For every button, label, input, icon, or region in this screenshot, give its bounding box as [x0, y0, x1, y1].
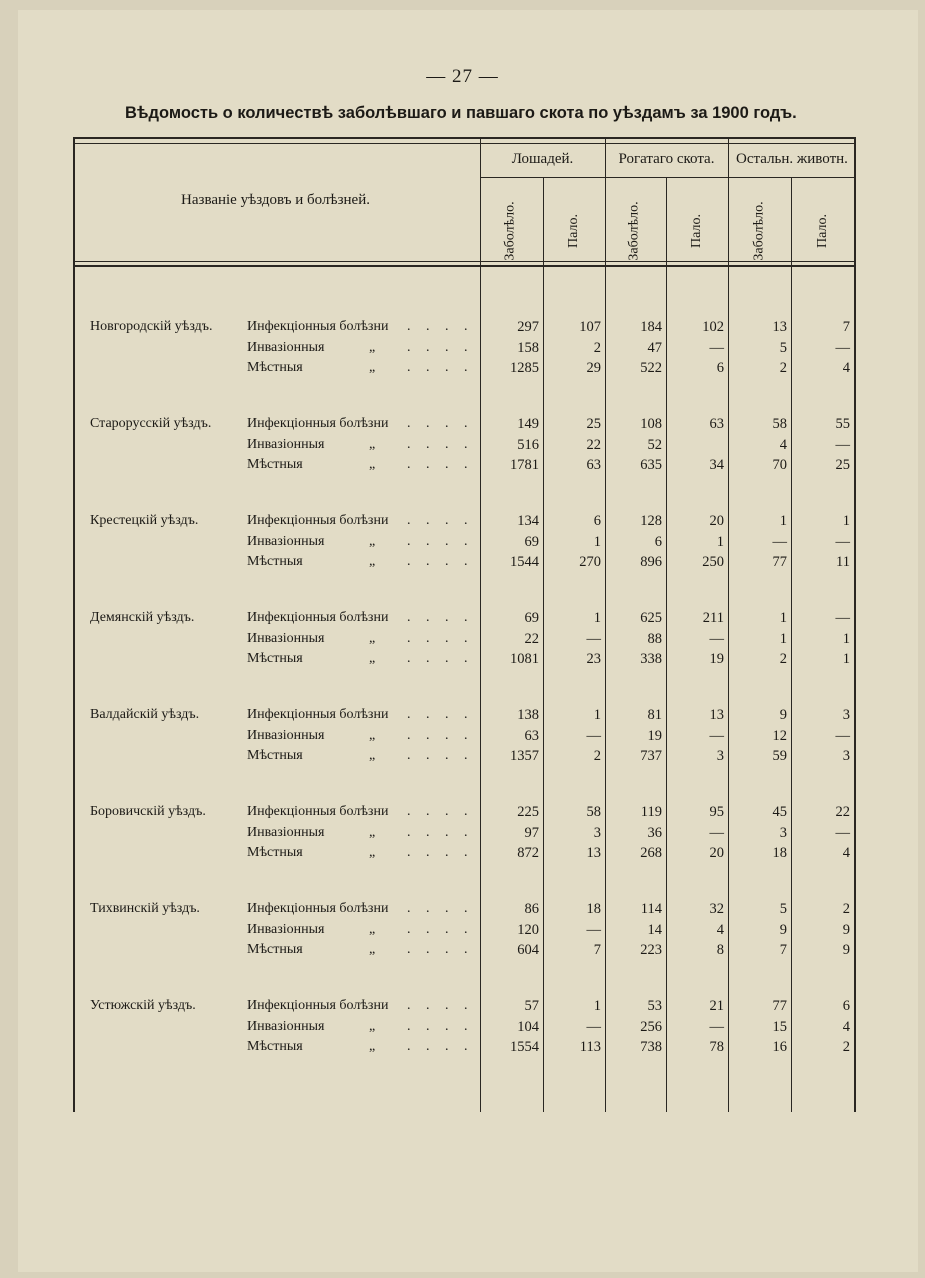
cell-value: 3: [842, 707, 850, 723]
ditto-mark: „: [369, 921, 376, 937]
cell-value: 97: [524, 824, 539, 841]
table-row: [73, 340, 856, 360]
cell-value: —: [835, 533, 850, 550]
subheader-cattle-died: Пало.: [689, 214, 704, 248]
table-row: [73, 901, 856, 921]
table-title: Вѣдомость о количествѣ заболѣвшаго и павшаго скота по уѣздамъ за 1900 годъ.: [125, 104, 797, 122]
cell-value: 19: [709, 651, 724, 667]
leader-dots: . . . .: [407, 513, 474, 528]
table-row: [73, 610, 856, 630]
cell-value: 9: [842, 942, 850, 958]
livestock-disease-table: [73, 137, 856, 1112]
cell-value: 3: [842, 748, 850, 764]
cell-value: 1: [593, 610, 601, 626]
cell-value: 1: [716, 533, 724, 550]
cell-value: 19: [647, 727, 662, 744]
cell-value: 256: [640, 1018, 662, 1035]
table-row: [73, 360, 856, 380]
cell-value: 108: [640, 416, 662, 432]
disease-type: Инвазіонныя: [247, 824, 325, 840]
table-row: [73, 631, 856, 651]
cell-value: 2: [779, 360, 787, 376]
table-row: [73, 922, 856, 942]
ditto-mark: „: [369, 942, 376, 957]
cell-value: 14: [647, 921, 662, 938]
cell-value: 9: [842, 921, 850, 938]
ditto-mark: „: [369, 1039, 376, 1054]
cell-value: 21: [709, 998, 724, 1014]
disease-type: Инфекціонныя болѣзни: [247, 319, 389, 334]
cell-value: 223: [640, 942, 662, 958]
disease-type: Мѣстныя: [247, 360, 303, 375]
leader-dots: . . . .: [407, 630, 474, 646]
cell-value: 58: [586, 804, 601, 820]
cell-value: 149: [517, 416, 539, 432]
disease-type: Инвазіонныя: [247, 339, 325, 355]
disease-type: Инвазіонныя: [247, 630, 325, 646]
cell-value: 2: [842, 901, 850, 917]
cell-value: 45: [772, 804, 787, 820]
table-row: [73, 437, 856, 457]
disease-type: Мѣстныя: [247, 1039, 303, 1054]
ditto-mark: „: [369, 651, 376, 666]
cell-value: 8: [716, 942, 724, 958]
leader-dots: . . . .: [407, 901, 474, 916]
disease-type: Мѣстныя: [247, 651, 303, 666]
ditto-mark: „: [369, 748, 376, 763]
cell-value: —: [772, 533, 787, 550]
cell-value: 1: [593, 998, 601, 1014]
cell-value: 4: [716, 921, 724, 938]
disease-type: Инфекціонныя болѣзни: [247, 901, 389, 916]
table-row: [73, 728, 856, 748]
cell-value: 4: [779, 436, 787, 453]
table-row: [73, 319, 856, 339]
cell-value: 4: [842, 360, 850, 376]
cell-value: 9: [779, 707, 787, 723]
cell-value: 211: [702, 610, 724, 626]
cell-value: 70: [772, 457, 787, 473]
ditto-mark: „: [369, 554, 376, 569]
cell-value: 872: [517, 845, 539, 861]
cell-value: 120: [517, 921, 539, 938]
cell-value: 25: [586, 416, 601, 432]
cell-value: 32: [709, 901, 724, 917]
cell-value: 1: [779, 513, 787, 529]
disease-type: Мѣстныя: [247, 457, 303, 472]
cell-value: 22: [835, 804, 850, 820]
cell-value: 34: [709, 457, 724, 473]
leader-dots: . . . .: [407, 651, 474, 666]
cell-value: 36: [647, 824, 662, 841]
leader-dots: . . . .: [407, 339, 474, 355]
cell-value: 16: [772, 1039, 787, 1055]
ditto-mark: „: [369, 1018, 376, 1034]
disease-type: Мѣстныя: [247, 845, 303, 860]
group-cattle: Рогатаго скота.: [618, 151, 715, 167]
table-row: [73, 707, 856, 727]
table-row: [73, 554, 856, 574]
cell-value: 78: [709, 1039, 724, 1055]
cell-value: 1: [779, 610, 787, 626]
cell-value: 1081: [510, 651, 539, 667]
leader-dots: . . . .: [407, 824, 474, 840]
cell-value: 5: [779, 901, 787, 917]
cell-value: 77: [772, 998, 787, 1014]
district-name: Новгородскій уѣздъ.: [90, 319, 213, 334]
cell-value: —: [835, 339, 850, 356]
district-name: Валдайскій уѣздъ.: [90, 707, 200, 722]
ditto-mark: „: [369, 457, 376, 472]
leader-dots: . . . .: [407, 416, 474, 431]
disease-type: Инфекціонныя болѣзни: [247, 707, 389, 722]
cell-value: —: [835, 824, 850, 841]
cell-value: 2: [779, 651, 787, 667]
cell-value: 20: [709, 513, 724, 529]
subheader-cattle-sick: Заболѣло.: [627, 201, 642, 261]
cell-value: 4: [842, 1018, 850, 1035]
cell-value: —: [586, 630, 601, 647]
leader-dots: . . . .: [407, 748, 474, 763]
disease-type: Инфекціонныя болѣзни: [247, 416, 389, 431]
cell-value: 625: [640, 610, 662, 626]
disease-type: Мѣстныя: [247, 748, 303, 763]
table-row: [73, 748, 856, 768]
leader-dots: . . . .: [407, 998, 474, 1013]
leader-dots: . . . .: [407, 319, 474, 334]
cell-value: —: [709, 824, 724, 841]
cell-value: 3: [593, 824, 601, 841]
table-row: [73, 998, 856, 1018]
ditto-mark: „: [369, 630, 376, 646]
ditto-mark: „: [369, 360, 376, 375]
leader-dots: . . . .: [407, 436, 474, 452]
cell-value: 2: [593, 748, 601, 764]
cell-value: 2: [593, 339, 601, 356]
cell-value: 1554: [510, 1039, 539, 1055]
cell-value: 604: [517, 942, 539, 958]
subheader-other-sick: Заболѣло.: [752, 201, 767, 261]
cell-value: 138: [517, 707, 539, 723]
table-row: [73, 534, 856, 554]
cell-value: —: [709, 1018, 724, 1035]
cell-value: 13: [772, 319, 787, 335]
cell-value: 95: [709, 804, 724, 820]
cell-value: 69: [524, 533, 539, 550]
district-name: Крестецкій уѣздъ.: [90, 513, 199, 528]
leader-dots: . . . .: [407, 942, 474, 957]
page-number: — 27 —: [426, 66, 499, 87]
cell-value: 738: [640, 1039, 662, 1055]
group-other-animals: Остальн. животн.: [736, 151, 848, 167]
district-name: Боровичскій уѣздъ.: [90, 804, 206, 819]
cell-value: 3: [779, 824, 787, 841]
ditto-mark: „: [369, 533, 376, 549]
cell-value: 22: [524, 630, 539, 647]
cell-value: 896: [640, 554, 662, 570]
cell-value: 1357: [510, 748, 539, 764]
cell-value: 635: [640, 457, 662, 473]
district-name: Старорусскій уѣздъ.: [90, 416, 212, 431]
cell-value: 1: [842, 513, 850, 529]
cell-value: 69: [524, 610, 539, 626]
cell-value: 134: [517, 513, 539, 529]
cell-value: 250: [702, 554, 724, 570]
cell-value: 12: [772, 727, 787, 744]
cell-value: —: [835, 610, 850, 626]
cell-value: 158: [517, 339, 539, 356]
ditto-mark: „: [369, 727, 376, 743]
cell-value: 15: [772, 1018, 787, 1035]
cell-value: 18: [586, 901, 601, 917]
table-row: [73, 457, 856, 477]
subheader-horses-sick: Заболѣло.: [503, 201, 518, 261]
cell-value: —: [835, 436, 850, 453]
leader-dots: . . . .: [407, 727, 474, 743]
cell-value: 102: [702, 319, 724, 335]
leader-dots: . . . .: [407, 1018, 474, 1034]
cell-value: 225: [517, 804, 539, 820]
table-row: [73, 513, 856, 533]
district-name: Демянскій уѣздъ.: [90, 610, 195, 625]
cell-value: 1285: [510, 360, 539, 376]
cell-value: 1: [842, 630, 850, 647]
table-row: [73, 1039, 856, 1059]
ditto-mark: „: [369, 339, 376, 355]
leader-dots: . . . .: [407, 360, 474, 375]
leader-dots: . . . .: [407, 554, 474, 569]
disease-type: Мѣстныя: [247, 554, 303, 569]
cell-value: 1781: [510, 457, 539, 473]
cell-value: 63: [586, 457, 601, 473]
disease-type: Инвазіонныя: [247, 727, 325, 743]
disease-type: Инвазіонныя: [247, 533, 325, 549]
district-name: Тихвинскій уѣздъ.: [90, 901, 200, 916]
disease-type: Инфекціонныя болѣзни: [247, 610, 389, 625]
cell-value: 23: [586, 651, 601, 667]
cell-value: 6: [593, 513, 601, 529]
cell-value: 1: [842, 651, 850, 667]
leader-dots: . . . .: [407, 457, 474, 472]
subheader-horses-died: Пало.: [566, 214, 581, 248]
leader-dots: . . . .: [407, 845, 474, 860]
cell-value: 63: [524, 727, 539, 744]
cell-value: 13: [586, 845, 601, 861]
cell-value: 6: [654, 533, 662, 550]
cell-value: 47: [647, 339, 662, 356]
ditto-mark: „: [369, 845, 376, 860]
cell-value: 184: [640, 319, 662, 335]
cell-value: 128: [640, 513, 662, 529]
cell-value: 113: [579, 1039, 601, 1055]
cell-value: 3: [716, 748, 724, 764]
table-row: [73, 804, 856, 824]
cell-value: 81: [647, 707, 662, 723]
cell-value: 22: [586, 436, 601, 453]
cell-value: 119: [640, 804, 662, 820]
cell-value: —: [835, 727, 850, 744]
table-row: [73, 416, 856, 436]
cell-value: 1: [779, 630, 787, 647]
cell-value: 1: [593, 533, 601, 550]
group-horses: Лошадей.: [511, 151, 574, 167]
cell-value: 77: [772, 554, 787, 570]
cell-value: 270: [579, 554, 601, 570]
cell-value: 297: [517, 319, 539, 335]
table-row: [73, 845, 856, 865]
cell-value: 1544: [510, 554, 539, 570]
district-name: Устюжскій уѣздъ.: [90, 998, 196, 1013]
cell-value: 9: [779, 921, 787, 938]
disease-type: Инвазіонныя: [247, 436, 325, 452]
table-row: [73, 651, 856, 671]
header-row-label: Названіе уѣздовъ и болѣзней.: [181, 192, 370, 208]
cell-value: 737: [640, 748, 662, 764]
table-row: [73, 1019, 856, 1039]
cell-value: 7: [842, 319, 850, 335]
cell-value: 104: [517, 1018, 539, 1035]
cell-value: —: [586, 727, 601, 744]
leader-dots: . . . .: [407, 533, 474, 549]
cell-value: —: [709, 727, 724, 744]
disease-type: Инвазіонныя: [247, 921, 325, 937]
cell-value: 522: [640, 360, 662, 376]
leader-dots: . . . .: [407, 804, 474, 819]
cell-value: 29: [586, 360, 601, 376]
cell-value: 20: [709, 845, 724, 861]
cell-value: 338: [640, 651, 662, 667]
leader-dots: . . . .: [407, 707, 474, 722]
cell-value: 2: [842, 1039, 850, 1055]
cell-value: 52: [647, 436, 662, 453]
cell-value: 107: [579, 319, 601, 335]
table-row: [73, 942, 856, 962]
cell-value: —: [586, 1018, 601, 1035]
cell-value: 7: [779, 942, 787, 958]
disease-type: Мѣстныя: [247, 942, 303, 957]
cell-value: 6: [716, 360, 724, 376]
cell-value: 13: [709, 707, 724, 723]
cell-value: 516: [517, 436, 539, 453]
cell-value: 4: [842, 845, 850, 861]
cell-value: 57: [524, 998, 539, 1014]
cell-value: 114: [640, 901, 662, 917]
subheader-other-died: Пало.: [815, 214, 830, 248]
cell-value: 63: [709, 416, 724, 432]
cell-value: 88: [647, 630, 662, 647]
leader-dots: . . . .: [407, 1039, 474, 1054]
cell-value: 1: [593, 707, 601, 723]
cell-value: —: [709, 339, 724, 356]
cell-value: 7: [593, 942, 601, 958]
disease-type: Инфекціонныя болѣзни: [247, 804, 389, 819]
disease-type: Инфекціонныя болѣзни: [247, 998, 389, 1013]
cell-value: 11: [836, 554, 850, 570]
leader-dots: . . . .: [407, 610, 474, 625]
cell-value: 59: [772, 748, 787, 764]
cell-value: 268: [640, 845, 662, 861]
cell-value: 86: [524, 901, 539, 917]
cell-value: 55: [835, 416, 850, 432]
table-row: [73, 825, 856, 845]
cell-value: 25: [835, 457, 850, 473]
cell-value: 6: [842, 998, 850, 1014]
cell-value: 5: [779, 339, 787, 356]
cell-value: —: [709, 630, 724, 647]
cell-value: —: [586, 921, 601, 938]
cell-value: 58: [772, 416, 787, 432]
cell-value: 18: [772, 845, 787, 861]
disease-type: Инфекціонныя болѣзни: [247, 513, 389, 528]
cell-value: 53: [647, 998, 662, 1014]
ditto-mark: „: [369, 824, 376, 840]
ditto-mark: „: [369, 436, 376, 452]
leader-dots: . . . .: [407, 921, 474, 937]
disease-type: Инвазіонныя: [247, 1018, 325, 1034]
